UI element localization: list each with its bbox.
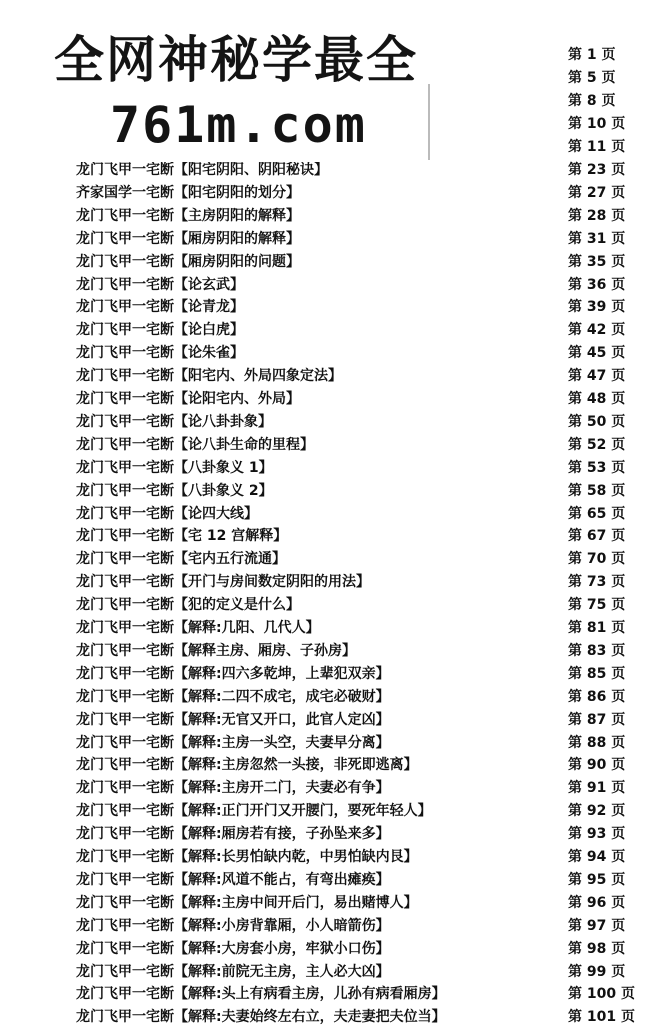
toc-row bbox=[0, 182, 660, 204]
toc-row bbox=[0, 319, 660, 341]
toc-page-number: 第 5 页 bbox=[568, 70, 616, 86]
toc-row bbox=[0, 777, 660, 799]
toc-entry-title: 龙门飞甲一宅断【厢房阴阳的解释】 bbox=[76, 230, 300, 247]
toc-entry-title: 龙门飞甲一宅断【解释:二四不成宅，成宅必破财】 bbox=[76, 688, 390, 705]
toc-page-number: 第 67 页 bbox=[568, 528, 626, 545]
toc-row bbox=[0, 434, 660, 456]
toc-entry-title: 龙门飞甲一宅断【解释:小房背靠厢，小人暗箭伤】 bbox=[76, 917, 390, 934]
toc-entry-title: 龙门飞甲一宅断【解释主房、厢房、子孙房】 bbox=[76, 642, 356, 659]
toc-page-number: 第 97 页 bbox=[568, 917, 626, 934]
watermark-title: 全网神秘学最全 bbox=[54, 31, 418, 89]
toc-page-number: 第 50 页 bbox=[568, 413, 626, 430]
toc-page-number: 第 35 页 bbox=[568, 253, 626, 270]
toc-row bbox=[0, 938, 660, 960]
toc-row bbox=[0, 846, 660, 868]
toc-page-number: 第 1 页 bbox=[568, 47, 616, 63]
toc-page-number: 第 53 页 bbox=[568, 459, 626, 476]
toc-row bbox=[0, 205, 660, 227]
toc-row bbox=[0, 686, 660, 708]
toc-row bbox=[0, 961, 660, 983]
toc-entry-title: 龙门飞甲一宅断【解释:前院无主房，主人必大凶】 bbox=[76, 963, 390, 980]
toc-row bbox=[0, 411, 660, 433]
toc-entry-title: 齐家国学一宅断【阳宅阴阳的划分】 bbox=[76, 184, 300, 201]
toc-page-number: 第 10 页 bbox=[568, 116, 626, 132]
toc-row bbox=[0, 480, 660, 502]
toc-row bbox=[0, 342, 660, 364]
toc-entry-title: 龙门飞甲一宅断【阳宅阴阳、阴阳秘诀】 bbox=[76, 162, 328, 178]
toc-entry-title: 龙门飞甲一宅断【解释:正门开门又开腰门，要死年轻人】 bbox=[76, 803, 432, 820]
toc-page-number: 第 99 页 bbox=[568, 963, 626, 980]
toc-row bbox=[0, 892, 660, 914]
toc-entry-title: 龙门飞甲一宅断【开门与房间数定阴阳的用法】 bbox=[76, 574, 370, 591]
toc-page-number: 第 75 页 bbox=[568, 597, 626, 614]
watermark-url: 761m.com bbox=[110, 96, 367, 154]
toc-entry-title: 龙门飞甲一宅断【解释:主房开二门，夫妻必有争】 bbox=[76, 780, 390, 797]
toc-page-number: 第 86 页 bbox=[568, 688, 626, 705]
toc-entry-title: 龙门飞甲一宅断【论白虎】 bbox=[76, 322, 244, 339]
toc-page-number: 第 81 页 bbox=[568, 620, 626, 636]
toc-entry-title: 龙门飞甲一宅断【八卦象义 1】 bbox=[76, 459, 273, 476]
toc-row bbox=[0, 754, 660, 776]
toc-page-number: 第 28 页 bbox=[568, 207, 626, 224]
toc-entry-title: 龙门飞甲一宅断【八卦象义 2】 bbox=[76, 482, 273, 499]
toc-page-number: 第 94 页 bbox=[568, 849, 626, 865]
toc-entry-title: 龙门飞甲一宅断【解释:主房一头空，夫妻早分离】 bbox=[76, 734, 390, 751]
toc-row bbox=[0, 228, 660, 250]
toc-entry-title: 龙门飞甲一宅断【解释:主房中间开后门，易出赌博人】 bbox=[76, 894, 418, 911]
toc-page-number: 第 87 页 bbox=[568, 711, 626, 728]
toc-row bbox=[0, 457, 660, 479]
toc-entry-title: 龙门飞甲一宅断【阳宅内、外局四象定法】 bbox=[76, 368, 342, 385]
toc-entry-title: 龙门飞甲一宅断【宅 12 宫解释】 bbox=[76, 528, 288, 545]
toc-entry-title: 龙门飞甲一宅断【论青龙】 bbox=[76, 299, 244, 316]
toc-entry-title: 龙门飞甲一宅断【论八卦卦象】 bbox=[76, 413, 272, 430]
toc-page-number: 第 45 页 bbox=[568, 345, 626, 362]
toc-page-number: 第 73 页 bbox=[568, 574, 626, 591]
toc-row bbox=[0, 1006, 660, 1028]
toc-row bbox=[0, 388, 660, 410]
toc-row bbox=[0, 617, 660, 639]
toc-entry-title: 龙门飞甲一宅断【犯的定义是什么】 bbox=[76, 597, 300, 614]
toc-entry-title: 龙门飞甲一宅断【论玄武】 bbox=[76, 276, 244, 293]
toc-entry-title: 龙门飞甲一宅断【厢房阴阳的问题】 bbox=[76, 253, 300, 270]
toc-page-number: 第 52 页 bbox=[568, 436, 626, 453]
toc-page-number: 第 91 页 bbox=[568, 780, 626, 797]
toc-entry-title: 龙门飞甲一宅断【论朱雀】 bbox=[76, 345, 244, 362]
toc-entry-title: 龙门飞甲一宅断【解释:长男怕缺内乾，中男怕缺内艮】 bbox=[76, 849, 418, 865]
toc-row bbox=[0, 296, 660, 318]
toc-page-number: 第 65 页 bbox=[568, 505, 626, 522]
toc-row bbox=[0, 548, 660, 570]
toc-entry-title: 龙门飞甲一宅断【论阳宅内、外局】 bbox=[76, 391, 300, 407]
toc-page-number: 第 23 页 bbox=[568, 162, 626, 178]
toc-entry-title: 龙门飞甲一宅断【解释:夫妻始终左右立，夫走妻把夫位当】 bbox=[76, 1009, 446, 1026]
toc-entry-title: 龙门飞甲一宅断【解释:无官又开口，此官人定凶】 bbox=[76, 711, 390, 728]
toc-page-number: 第 31 页 bbox=[568, 230, 626, 247]
toc-row bbox=[0, 365, 660, 387]
toc-page-number: 第 42 页 bbox=[568, 322, 626, 339]
toc-page-number: 第 47 页 bbox=[568, 368, 626, 385]
toc-row bbox=[0, 709, 660, 731]
toc-row bbox=[0, 869, 660, 891]
toc-row bbox=[0, 800, 660, 822]
toc-row bbox=[0, 571, 660, 593]
toc-entry-title: 龙门飞甲一宅断【解释:大房套小房，牢狱小口伤】 bbox=[76, 940, 390, 957]
toc-page-number: 第 101 页 bbox=[568, 1009, 635, 1026]
toc-row bbox=[0, 823, 660, 845]
toc-entry-title: 龙门飞甲一宅断【论四大线】 bbox=[76, 505, 258, 522]
watermark-divider bbox=[428, 84, 430, 160]
toc-row bbox=[0, 274, 660, 296]
toc-page-number: 第 95 页 bbox=[568, 871, 626, 888]
toc-entry-title: 龙门飞甲一宅断【解释:风道不能占，有弯出瘫痪】 bbox=[76, 871, 390, 888]
toc-page-number: 第 90 页 bbox=[568, 757, 626, 774]
toc-page-number: 第 39 页 bbox=[568, 299, 626, 316]
toc-page-number: 第 70 页 bbox=[568, 551, 626, 568]
toc-entry-title: 龙门飞甲一宅断【解释:头上有病看主房，儿孙有病看厢房】 bbox=[76, 986, 446, 1003]
toc-page-number: 第 92 页 bbox=[568, 803, 626, 820]
toc-page-number: 第 100 页 bbox=[568, 986, 635, 1003]
toc-row bbox=[0, 594, 660, 616]
toc-row bbox=[0, 503, 660, 525]
toc-row bbox=[0, 640, 660, 662]
toc-row bbox=[0, 915, 660, 937]
toc-page-number: 第 88 页 bbox=[568, 734, 626, 751]
toc-page-number: 第 98 页 bbox=[568, 940, 626, 957]
toc-page-number: 第 93 页 bbox=[568, 826, 626, 843]
toc-row bbox=[0, 251, 660, 273]
toc-entry-title: 龙门飞甲一宅断【解释:四六多乾坤，上辈犯双亲】 bbox=[76, 665, 390, 682]
watermark-logo bbox=[40, 14, 480, 162]
toc-page-number: 第 96 页 bbox=[568, 894, 626, 911]
toc-entry-title: 龙门飞甲一宅断【论八卦生命的里程】 bbox=[76, 436, 314, 453]
toc-page-number: 第 85 页 bbox=[568, 665, 626, 682]
toc-page-number: 第 48 页 bbox=[568, 391, 626, 407]
toc-row bbox=[0, 732, 660, 754]
toc-page-number: 第 83 页 bbox=[568, 642, 626, 659]
toc-page-number: 第 58 页 bbox=[568, 482, 626, 499]
toc-page-number: 第 36 页 bbox=[568, 276, 626, 293]
toc-page-number: 第 11 页 bbox=[568, 139, 626, 155]
toc-row bbox=[0, 983, 660, 1005]
toc-page-number: 第 27 页 bbox=[568, 184, 626, 201]
toc-row bbox=[0, 663, 660, 685]
toc-entry-title: 龙门飞甲一宅断【解释:厢房若有接，子孙坠来多】 bbox=[76, 826, 390, 843]
toc-row bbox=[0, 159, 660, 181]
toc-entry-title: 龙门飞甲一宅断【宅内五行流通】 bbox=[76, 551, 286, 568]
toc-entry-title: 龙门飞甲一宅断【主房阴阳的解释】 bbox=[76, 207, 300, 224]
toc-row bbox=[0, 525, 660, 547]
toc-entry-title: 龙门飞甲一宅断【解释:主房忽然一头接，非死即逃离】 bbox=[76, 757, 418, 774]
toc-entry-title: 龙门飞甲一宅断【解释:几阳、几代人】 bbox=[76, 620, 320, 636]
toc-page-number: 第 8 页 bbox=[568, 93, 616, 109]
